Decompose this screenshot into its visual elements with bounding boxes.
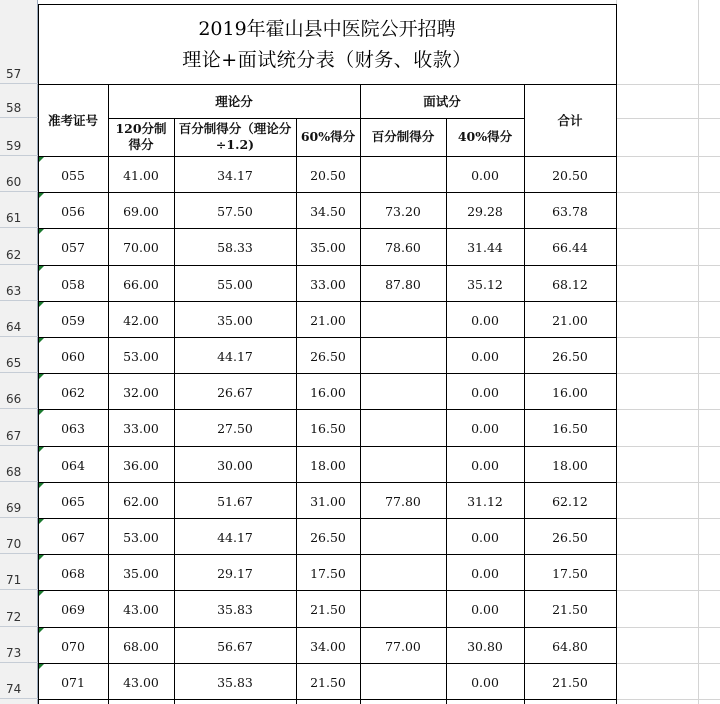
gridline-horizontal bbox=[616, 554, 720, 555]
cell-exam-id[interactable]: 055 bbox=[61, 168, 85, 183]
cell-exam-id[interactable]: 065 bbox=[61, 493, 85, 509]
cell-120-score[interactable]: 42.00 bbox=[123, 312, 159, 328]
cell-percent-score[interactable]: 57.50 bbox=[217, 204, 253, 220]
cell-120-score[interactable]: 43.00 bbox=[123, 674, 159, 690]
cell-percent-score[interactable]: 35.83 bbox=[217, 602, 253, 618]
border-row bbox=[38, 590, 616, 591]
cell-exam-id[interactable]: 063 bbox=[61, 421, 85, 437]
sheet-title-line2: 理论+面试统分表（财务、收款） bbox=[182, 49, 472, 71]
row-number[interactable]: 71 bbox=[0, 554, 38, 590]
border-title-bottom bbox=[38, 84, 616, 85]
cell-interview-percent[interactable] bbox=[360, 411, 446, 447]
cell-60-percent[interactable]: 18.00 bbox=[310, 457, 346, 473]
cell-120-score[interactable]: 35.00 bbox=[123, 566, 159, 582]
cell-40-percent[interactable]: 31.44 bbox=[467, 240, 503, 256]
cell-interview-percent[interactable] bbox=[360, 339, 446, 375]
cell-total[interactable]: 17.50 bbox=[552, 566, 588, 582]
row-number[interactable]: 72 bbox=[0, 590, 38, 626]
cell-total[interactable]: 68.12 bbox=[552, 276, 588, 292]
cell-interview-percent[interactable]: 87.80 bbox=[385, 276, 421, 292]
cell-40-percent[interactable]: 0.00 bbox=[471, 566, 499, 582]
gridline-vertical bbox=[698, 0, 699, 704]
border-top bbox=[38, 4, 616, 5]
cell-120-score[interactable]: 41.00 bbox=[123, 168, 159, 183]
cell-interview-percent[interactable] bbox=[360, 556, 446, 592]
sheet-title-line1: 2019年霍山县中医院公开招聘 bbox=[198, 18, 456, 40]
cell-interview-percent[interactable] bbox=[360, 375, 446, 411]
cell-120-score[interactable]: 53.00 bbox=[123, 530, 159, 545]
row-number[interactable]: 67 bbox=[0, 409, 38, 445]
cell-40-percent[interactable]: 30.80 bbox=[467, 638, 503, 654]
cell-percent-score[interactable]: 35.00 bbox=[217, 312, 253, 328]
border-row bbox=[38, 337, 616, 338]
border-row bbox=[38, 228, 616, 229]
cell-60-percent[interactable]: 21.00 bbox=[310, 312, 346, 328]
cell-60-percent[interactable]: 20.50 bbox=[310, 168, 346, 183]
cell-total[interactable]: 21.50 bbox=[552, 602, 588, 618]
cell-120-score[interactable]: 62.00 bbox=[123, 493, 159, 509]
header-120-score[interactable]: 120分制得分 bbox=[115, 121, 167, 152]
border-row bbox=[38, 446, 616, 447]
header-total[interactable]: 合计 bbox=[557, 113, 583, 128]
cell-total[interactable]: 21.50 bbox=[552, 674, 588, 690]
border-right bbox=[616, 4, 617, 704]
cell-120-score[interactable]: 66.00 bbox=[123, 276, 159, 292]
border-col bbox=[174, 118, 175, 704]
cell-percent-score[interactable]: 26.67 bbox=[217, 385, 253, 401]
cell-percent-score[interactable]: 44.17 bbox=[217, 349, 253, 364]
cell-60-percent[interactable]: 21.50 bbox=[310, 674, 346, 690]
border-row bbox=[38, 627, 616, 628]
row-number[interactable]: 70 bbox=[0, 518, 38, 554]
comment-marker-icon bbox=[39, 374, 44, 379]
cell-120-score[interactable]: 32.00 bbox=[123, 385, 159, 401]
cell-60-percent[interactable]: 16.50 bbox=[310, 421, 346, 437]
cell-40-percent[interactable]: 29.28 bbox=[467, 204, 503, 220]
cell-60-percent[interactable]: 16.00 bbox=[310, 385, 346, 401]
cell-exam-id[interactable]: 068 bbox=[61, 566, 85, 582]
row-number[interactable]: 73 bbox=[0, 627, 38, 663]
border-col bbox=[524, 84, 525, 704]
comment-marker-icon bbox=[39, 483, 44, 488]
row-number[interactable]: 57 bbox=[0, 0, 38, 84]
comment-marker-icon bbox=[39, 302, 44, 307]
row-number[interactable]: 62 bbox=[0, 228, 38, 264]
cell-120-score[interactable]: 53.00 bbox=[123, 349, 159, 364]
header-interview-percent[interactable]: 百分制得分 bbox=[371, 129, 435, 144]
cell-120-score[interactable]: 43.00 bbox=[123, 602, 159, 618]
comment-marker-icon bbox=[39, 628, 44, 633]
row-header-column bbox=[0, 0, 38, 704]
comment-marker-icon bbox=[39, 266, 44, 271]
cell-exam-id[interactable]: 069 bbox=[61, 602, 85, 618]
header-theory-group[interactable]: 理论分 bbox=[215, 94, 253, 109]
cell-120-score[interactable]: 70.00 bbox=[123, 240, 159, 256]
cell-40-percent[interactable]: 0.00 bbox=[471, 312, 499, 328]
cell-60-percent[interactable]: 35.00 bbox=[310, 240, 346, 256]
row-number[interactable]: 69 bbox=[0, 482, 38, 518]
row-number[interactable]: 59 bbox=[0, 118, 38, 156]
cell-40-percent[interactable]: 35.12 bbox=[467, 276, 503, 292]
border-row bbox=[38, 663, 616, 664]
header-60-percent[interactable]: 60%得分 bbox=[300, 129, 356, 144]
comment-marker-icon bbox=[39, 193, 44, 198]
cell-40-percent[interactable]: 0.00 bbox=[471, 530, 499, 545]
border-col bbox=[296, 118, 297, 704]
border-col bbox=[108, 84, 109, 704]
cell-120-score[interactable]: 33.00 bbox=[123, 421, 159, 437]
gridline-horizontal bbox=[616, 156, 720, 157]
cell-percent-score[interactable]: 30.00 bbox=[217, 457, 253, 473]
cell-interview-percent[interactable] bbox=[360, 158, 446, 194]
border-row bbox=[38, 699, 616, 700]
cell-exam-id[interactable]: 064 bbox=[61, 457, 85, 473]
row-number[interactable]: 58 bbox=[0, 84, 38, 118]
cell-percent-score[interactable]: 29.17 bbox=[217, 566, 253, 582]
cell-60-percent[interactable]: 26.50 bbox=[310, 530, 346, 545]
gridline-horizontal bbox=[616, 446, 720, 447]
gridline-horizontal bbox=[616, 482, 720, 483]
cell-interview-percent[interactable]: 78.60 bbox=[385, 240, 421, 256]
cell-percent-score[interactable]: 35.83 bbox=[217, 674, 253, 690]
cell-60-percent[interactable]: 33.00 bbox=[310, 276, 346, 292]
cell-interview-percent[interactable]: 77.80 bbox=[385, 493, 421, 509]
row-number[interactable]: 60 bbox=[0, 156, 38, 192]
gridline-horizontal bbox=[616, 337, 720, 338]
comment-marker-icon bbox=[39, 555, 44, 560]
cell-percent-score[interactable]: 27.50 bbox=[217, 421, 253, 437]
cell-exam-id[interactable]: 060 bbox=[61, 349, 85, 364]
cell-40-percent[interactable]: 0.00 bbox=[471, 457, 499, 473]
cell-exam-id[interactable]: 059 bbox=[61, 312, 85, 328]
cell-percent-score[interactable]: 56.67 bbox=[217, 638, 253, 654]
cell-interview-percent[interactable] bbox=[360, 303, 446, 339]
cell-interview-percent[interactable] bbox=[360, 520, 446, 556]
row-number[interactable]: 61 bbox=[0, 192, 38, 228]
border-row bbox=[38, 409, 616, 410]
cell-interview-percent[interactable] bbox=[360, 448, 446, 484]
border-header-bottom bbox=[38, 156, 616, 157]
cell-percent-score[interactable]: 51.67 bbox=[217, 493, 253, 509]
cell-percent-score[interactable]: 55.00 bbox=[217, 276, 253, 292]
cell-total[interactable]: 26.50 bbox=[552, 349, 588, 364]
row-number[interactable]: 63 bbox=[0, 265, 38, 301]
cell-exam-id[interactable]: 056 bbox=[61, 204, 85, 220]
cell-120-score[interactable]: 68.00 bbox=[123, 638, 159, 654]
cell-40-percent[interactable]: 0.00 bbox=[471, 674, 499, 690]
gridline-horizontal bbox=[616, 663, 720, 664]
border-row bbox=[38, 518, 616, 519]
cell-exam-id[interactable]: 071 bbox=[61, 674, 85, 690]
cell-120-score[interactable]: 69.00 bbox=[123, 204, 159, 220]
cell-40-percent[interactable]: 0.00 bbox=[471, 421, 499, 437]
gridline-horizontal bbox=[616, 265, 720, 266]
cell-40-percent[interactable]: 31.12 bbox=[467, 493, 503, 509]
border-col bbox=[360, 84, 361, 704]
gridline-horizontal bbox=[616, 228, 720, 229]
cell-interview-percent[interactable]: 73.20 bbox=[385, 204, 421, 220]
comment-marker-icon bbox=[39, 664, 44, 669]
border-row bbox=[38, 373, 616, 374]
cell-exam-id[interactable]: 070 bbox=[61, 638, 85, 654]
cell-total[interactable]: 62.12 bbox=[552, 493, 588, 509]
cell-40-percent[interactable]: 0.00 bbox=[471, 385, 499, 401]
cell-total[interactable]: 16.00 bbox=[552, 385, 588, 401]
cell-60-percent[interactable]: 17.50 bbox=[310, 566, 346, 582]
gridline-horizontal bbox=[616, 301, 720, 302]
comment-marker-icon bbox=[39, 157, 44, 162]
row-number[interactable]: 68 bbox=[0, 446, 38, 482]
cell-total[interactable]: 63.78 bbox=[552, 204, 588, 220]
gridline-horizontal bbox=[616, 118, 720, 119]
gridline-horizontal bbox=[616, 699, 720, 700]
row-number[interactable]: 64 bbox=[0, 301, 38, 337]
cell-60-percent[interactable]: 21.50 bbox=[310, 602, 346, 618]
border-left bbox=[38, 4, 39, 704]
cell-interview-percent[interactable]: 77.00 bbox=[385, 638, 421, 654]
cell-40-percent[interactable]: 0.00 bbox=[471, 168, 499, 183]
row-number[interactable]: 74 bbox=[0, 663, 38, 699]
gridline-horizontal bbox=[616, 627, 720, 628]
border-row bbox=[38, 301, 616, 302]
gridline-horizontal bbox=[616, 409, 720, 410]
header-percent-score[interactable]: 百分制得分（理论分÷1.2) bbox=[178, 121, 292, 152]
cell-60-percent[interactable]: 26.50 bbox=[310, 349, 346, 364]
cell-percent-score[interactable]: 34.17 bbox=[217, 168, 253, 183]
comment-marker-icon bbox=[39, 229, 44, 234]
cell-exam-id[interactable]: 062 bbox=[61, 385, 85, 401]
gridline-horizontal bbox=[616, 192, 720, 193]
gridline-horizontal bbox=[616, 518, 720, 519]
border-row bbox=[38, 482, 616, 483]
cell-total[interactable]: 26.50 bbox=[552, 530, 588, 545]
cell-60-percent[interactable]: 31.00 bbox=[310, 493, 346, 509]
cell-total[interactable]: 66.44 bbox=[552, 240, 588, 256]
cell-60-percent[interactable]: 34.00 bbox=[310, 638, 346, 654]
cell-exam-id[interactable]: 067 bbox=[61, 530, 85, 545]
comment-marker-icon bbox=[39, 591, 44, 596]
gridline-horizontal bbox=[616, 373, 720, 374]
cell-40-percent[interactable]: 0.00 bbox=[471, 602, 499, 618]
header-exam-id[interactable]: 准考证号 bbox=[47, 113, 98, 128]
gridline-horizontal bbox=[616, 84, 720, 85]
cell-total[interactable]: 64.80 bbox=[552, 638, 588, 654]
row-number[interactable]: 65 bbox=[0, 337, 38, 373]
cell-total[interactable]: 16.50 bbox=[552, 421, 588, 437]
comment-marker-icon bbox=[39, 410, 44, 415]
cell-percent-score[interactable]: 44.17 bbox=[217, 530, 253, 545]
border-subheader bbox=[108, 118, 524, 119]
header-interview-group[interactable]: 面试分 bbox=[423, 94, 461, 109]
gridline-horizontal bbox=[616, 590, 720, 591]
comment-marker-icon bbox=[39, 338, 44, 343]
cell-percent-score[interactable]: 58.33 bbox=[217, 240, 253, 256]
cell-120-score[interactable]: 36.00 bbox=[123, 457, 159, 473]
cell-interview-percent[interactable] bbox=[360, 665, 446, 701]
cell-total[interactable]: 18.00 bbox=[552, 457, 588, 473]
header-40-percent[interactable]: 40%得分 bbox=[457, 129, 513, 144]
cell-total[interactable]: 20.50 bbox=[552, 168, 588, 183]
cell-interview-percent[interactable] bbox=[360, 592, 446, 628]
comment-marker-icon bbox=[39, 447, 44, 452]
border-row bbox=[38, 265, 616, 266]
border-row bbox=[38, 192, 616, 193]
border-col bbox=[446, 118, 447, 704]
row-number[interactable]: 66 bbox=[0, 373, 38, 409]
cell-exam-id[interactable]: 057 bbox=[61, 240, 85, 256]
cell-60-percent[interactable]: 34.50 bbox=[310, 204, 346, 220]
border-row bbox=[38, 554, 616, 555]
cell-exam-id[interactable]: 058 bbox=[61, 276, 85, 292]
cell-40-percent[interactable]: 0.00 bbox=[471, 349, 499, 364]
comment-marker-icon bbox=[39, 519, 44, 524]
cell-total[interactable]: 21.00 bbox=[552, 312, 588, 328]
